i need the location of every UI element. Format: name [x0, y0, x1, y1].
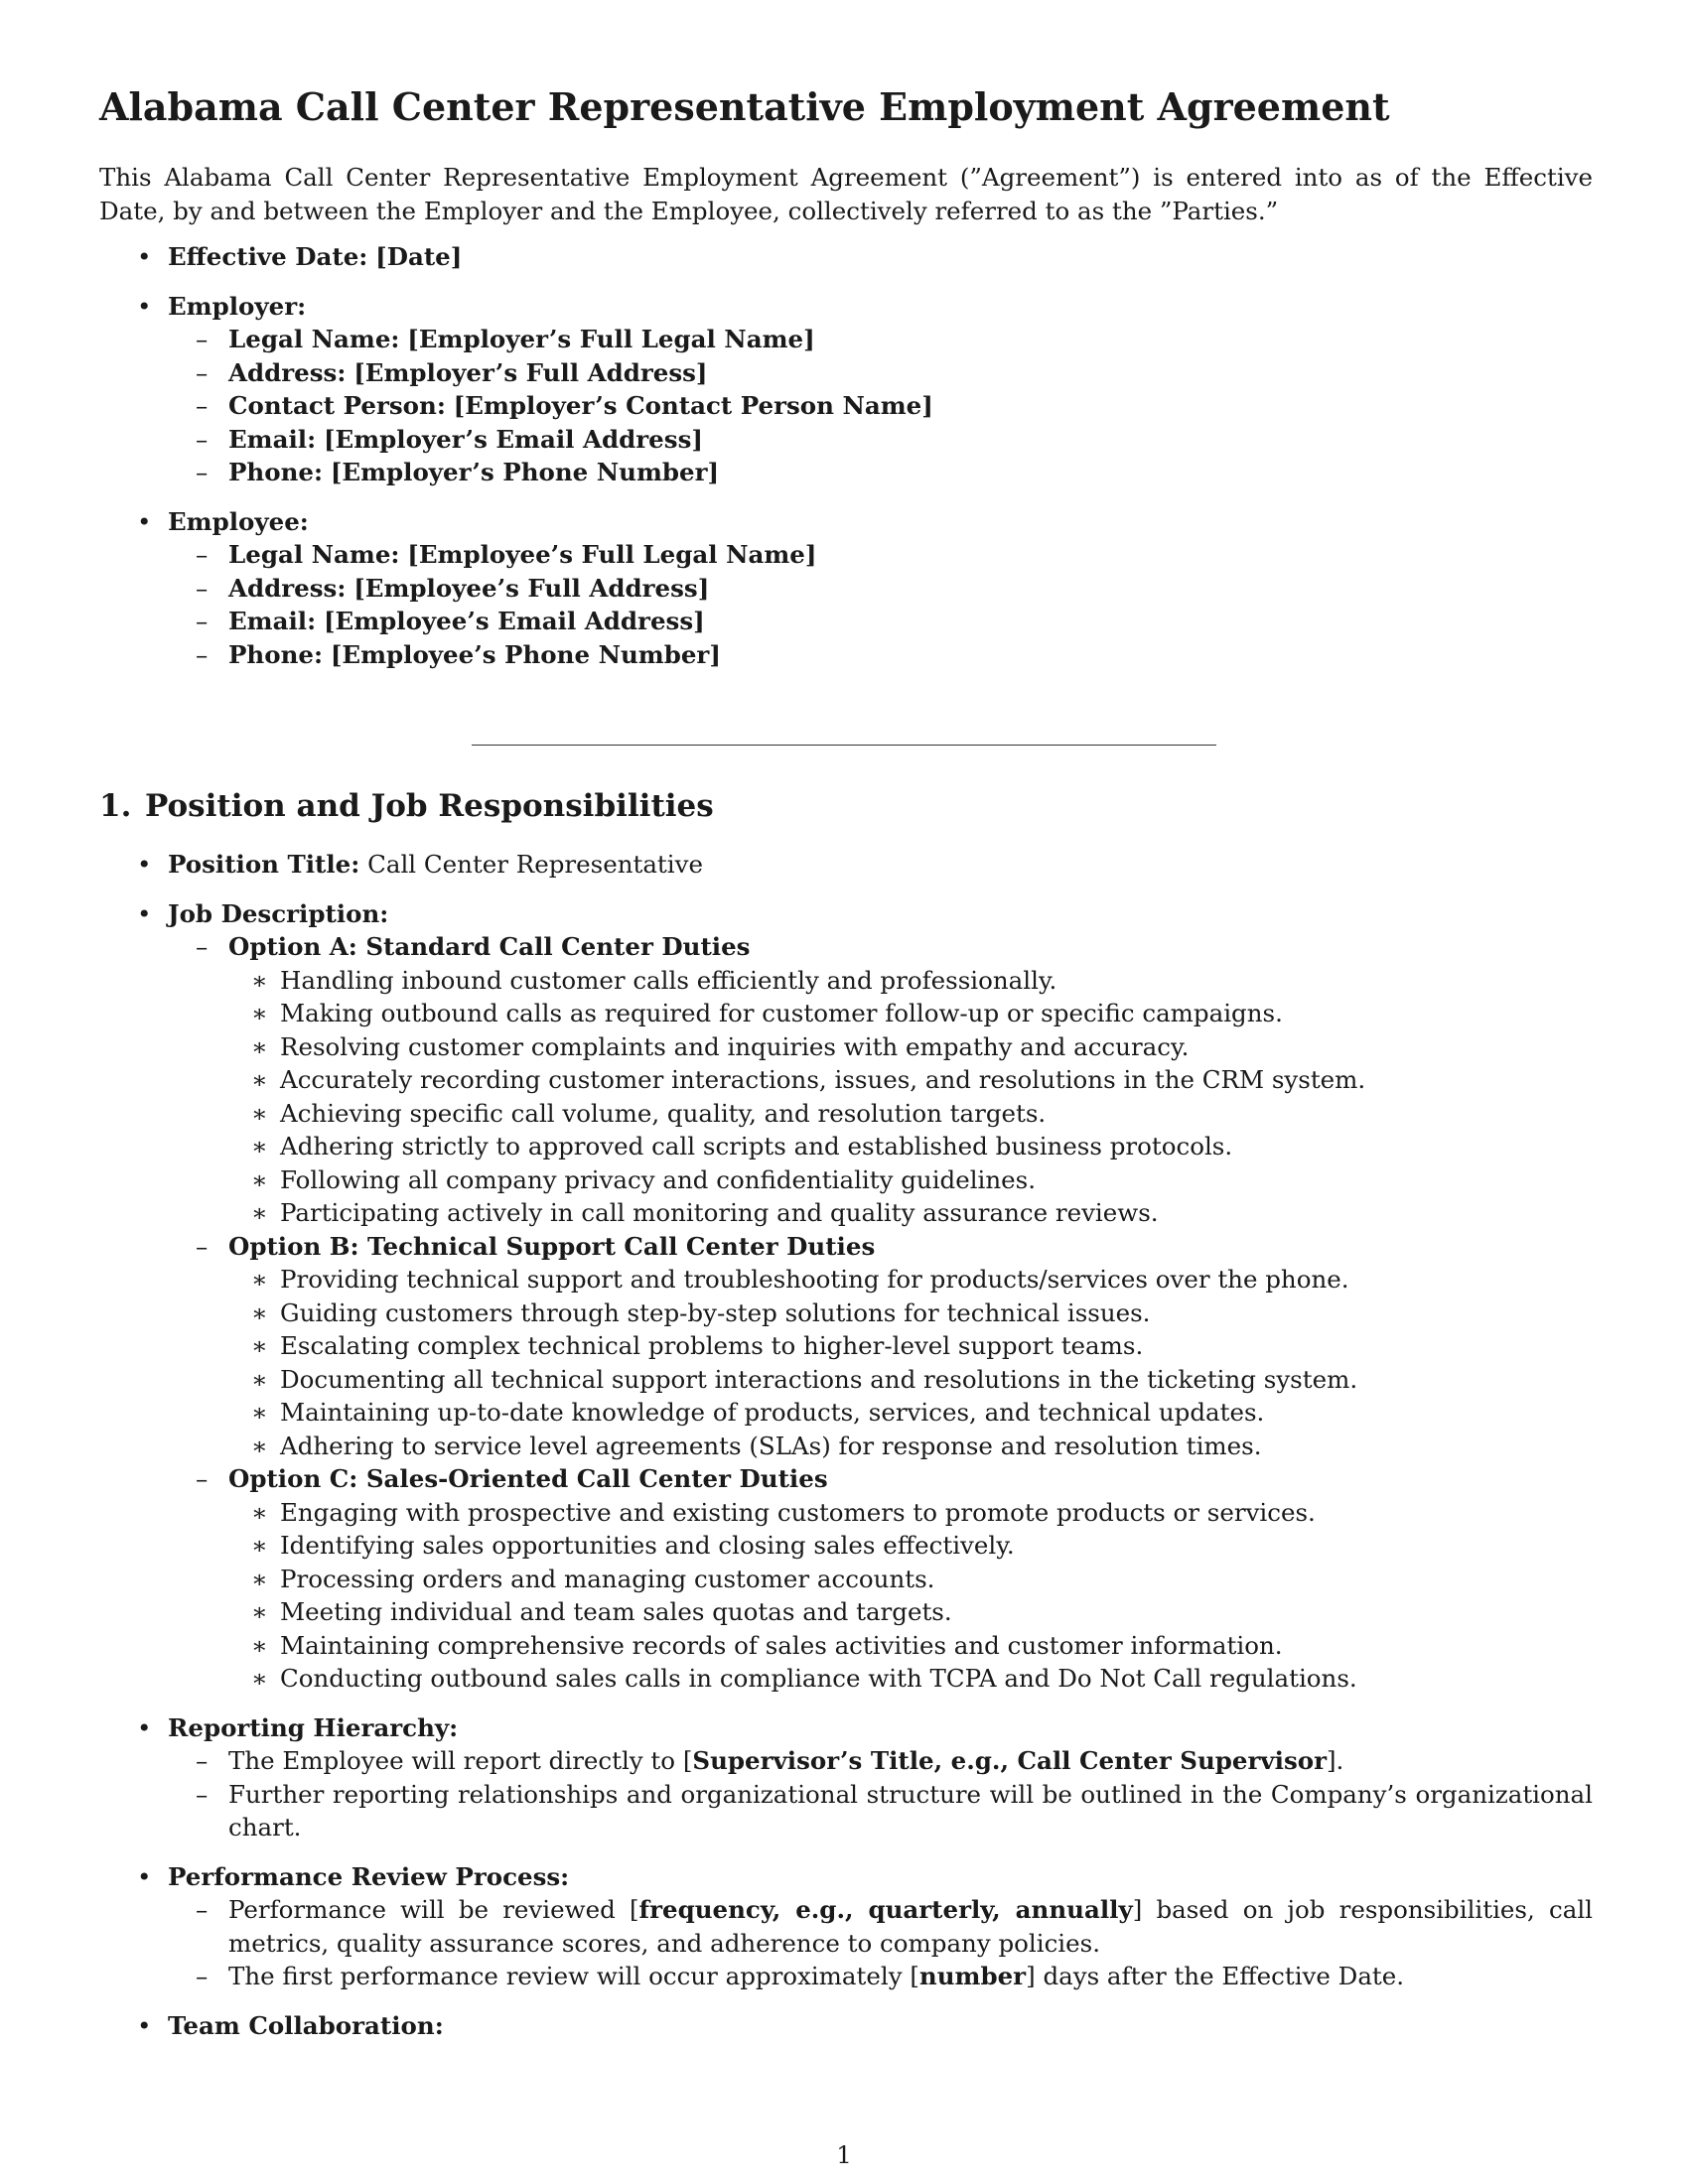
employer-item: [99, 290, 1593, 489]
duty-item: ∗ Escalating complex technical problems to higher-level support teams.: [99, 1329, 1593, 1363]
duty-item: ∗ Adhering strictly to approved call scripts and established business protocols.: [99, 1130, 1593, 1163]
employer-field: – Address: [Employer’s Full Address]: [99, 356, 1593, 390]
duty-item: ∗ Making outbound calls as required for customer follow-up or specific campaigns.: [99, 997, 1593, 1030]
duty-item: ∗ Identifying sales opportunities and closing sales effectively.: [99, 1529, 1593, 1563]
intro-paragraph: This Alabama Call Center Representative Employment Agreement (”Agreement”) is entered into as of the Effective Date, by and between the Employer and the Employee, collectively referred to as the ”Parties.”: [99, 163, 1593, 225]
employer-fields: [168, 323, 1593, 489]
duty-item: ∗ Meeting individual and team sales quotas and targets.: [99, 1595, 1593, 1629]
section-divider: [472, 745, 1216, 746]
duty-item: ∗ Maintaining up-to-date knowledge of products, services, and technical updates.: [99, 1396, 1593, 1430]
option-title: Option A: Standard Call Center Duties: [228, 932, 751, 961]
duty-item: ∗ Handling inbound customer calls efficiently and professionally.: [99, 964, 1593, 998]
employee-field: – Legal Name: [Employee’s Full Legal Name]: [99, 538, 1593, 572]
job-description-item: [99, 897, 1593, 1696]
option-title: Option C: Sales-Oriented Call Center Duties: [228, 1464, 828, 1493]
parties-block: [99, 240, 1593, 671]
duty-item: ∗ Processing orders and managing customer accounts.: [99, 1563, 1593, 1596]
duty-item: ∗ Adhering to service level agreements (SLAs) for response and resolution times.: [99, 1430, 1593, 1463]
reporting-detail: – The Employee will report directly to [Supervisor’s Title, e.g., Call Center Supervisor].: [99, 1744, 1593, 1778]
employee-field: – Phone: [Employee’s Phone Number]: [99, 638, 1593, 672]
performance-detail: – The first performance review will occur approximately [number] days after the Effective Date.: [99, 1960, 1593, 1993]
duty-item: ∗ Engaging with prospective and existing customers to promote products or services.: [99, 1496, 1593, 1530]
employee-field: – Email: [Employee’s Email Address]: [99, 605, 1593, 638]
option-duties: [228, 1496, 1593, 1696]
employee-heading: Employee:: [168, 506, 309, 536]
effective-date-item: [99, 240, 1593, 274]
duty-item: ∗ Following all company privacy and confidentiality guidelines.: [99, 1163, 1593, 1197]
employer-field: – Email: [Employer’s Email Address]: [99, 423, 1593, 457]
section-1-body: [99, 848, 1593, 2042]
duty-item: ∗ Conducting outbound sales calls in compliance with TCPA and Do Not Call regulations.: [99, 1662, 1593, 1696]
team-collaboration-item: [99, 2009, 1593, 2043]
employer-field: – Phone: [Employer’s Phone Number]: [99, 456, 1593, 489]
duty-item: ∗ Guiding customers through step-by-step solutions for technical issues.: [99, 1297, 1593, 1330]
job-description-label: Job Description:: [168, 898, 389, 928]
page-number: 1: [836, 2140, 852, 2169]
job-option-c: [99, 1462, 1593, 1696]
duty-item: ∗ Providing technical support and troubleshooting for products/services over the phone.: [99, 1263, 1593, 1297]
reporting-detail: – Further reporting relationships and organizational structure will be outlined in the Company’s organizational chart.: [99, 1778, 1593, 1844]
employer-heading: Employer:: [168, 291, 307, 321]
duty-item: ∗ Achieving specific call volume, quality, and resolution targets.: [99, 1097, 1593, 1131]
document-title: Alabama Call Center Representative Employment Agreement: [99, 84, 1390, 129]
duty-item: ∗ Participating actively in call monitoring and quality assurance reviews.: [99, 1196, 1593, 1230]
job-option-a: [99, 930, 1593, 1230]
option-duties: [228, 1263, 1593, 1462]
position-title-item: [99, 848, 1593, 882]
employee-item: [99, 505, 1593, 672]
performance-detail: – Performance will be reviewed [frequency, e.g., quarterly, annually] based on job responsibilities, call metrics, quality assurance scores, and adherence to company policies.: [99, 1893, 1593, 1960]
section-1-heading: [99, 786, 714, 826]
duty-item: ∗ Resolving customer complaints and inquiries with empathy and accuracy.: [99, 1030, 1593, 1064]
employee-field: – Address: [Employee’s Full Address]: [99, 572, 1593, 606]
section-number: 1.: [99, 788, 132, 824]
option-duties: [228, 964, 1593, 1230]
team-collaboration-label: Team Collaboration:: [168, 2010, 444, 2040]
position-title-value: Call Center Representative: [367, 850, 703, 879]
duty-item: ∗ Maintaining comprehensive records of sales activities and customer information.: [99, 1629, 1593, 1663]
reporting-hierarchy-item: [99, 1711, 1593, 1844]
duty-item: ∗ Accurately recording customer interactions, issues, and resolutions in the CRM system.: [99, 1063, 1593, 1097]
employee-fields: [168, 538, 1593, 671]
performance-review-item: [99, 1860, 1593, 1993]
job-options: [168, 930, 1593, 1696]
effective-date-value: [Date]: [375, 242, 463, 271]
performance-details: [168, 1893, 1593, 1993]
option-title: Option B: Technical Support Call Center Duties: [228, 1231, 876, 1261]
employer-field: – Legal Name: [Employer’s Full Legal Name]: [99, 323, 1593, 356]
reporting-details: [168, 1744, 1593, 1844]
employer-field: – Contact Person: [Employer’s Contact Person Name]: [99, 389, 1593, 423]
job-option-b: [99, 1230, 1593, 1463]
effective-date-label: Effective Date:: [168, 242, 368, 271]
position-title-label: Position Title:: [168, 850, 360, 879]
duty-item: ∗ Documenting all technical support interactions and resolutions in the ticketing system.: [99, 1363, 1593, 1397]
section-title: Position and Job Responsibilities: [145, 788, 714, 824]
performance-review-label: Performance Review Process:: [168, 1861, 570, 1891]
reporting-hierarchy-label: Reporting Hierarchy:: [168, 1712, 459, 1742]
